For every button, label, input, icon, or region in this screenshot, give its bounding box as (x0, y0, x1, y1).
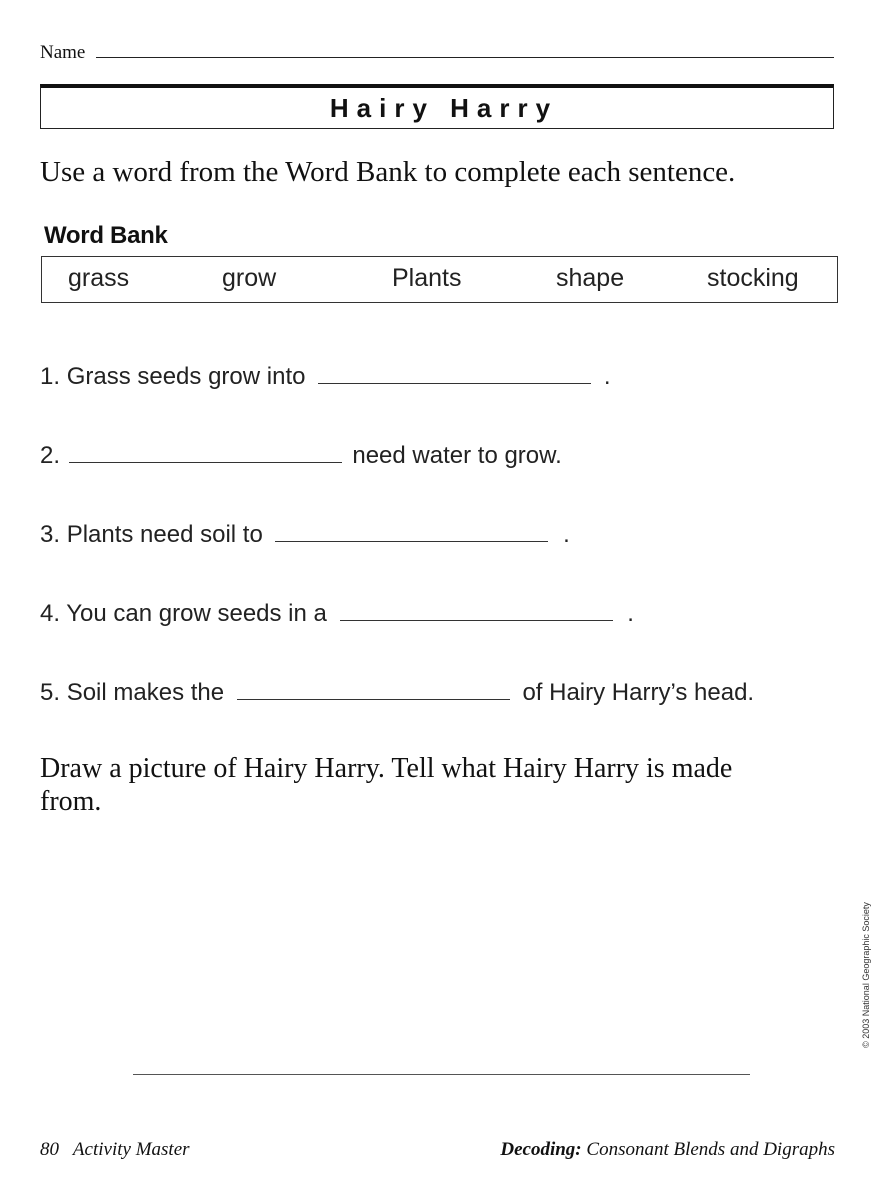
subject-bold: Decoding: (500, 1139, 582, 1160)
answer-blank-1[interactable] (318, 383, 591, 384)
name-label: Name (40, 42, 86, 63)
sentence-3 (40, 521, 570, 549)
word-bank-word: grass (68, 264, 130, 292)
title-box (40, 84, 834, 129)
word-bank-word: shape (556, 264, 625, 292)
sentence-4 (40, 600, 634, 628)
word-bank-word: grow (222, 264, 277, 292)
footer-left (40, 1139, 190, 1161)
answer-blank-3[interactable] (275, 541, 548, 542)
answer-blank-4[interactable] (340, 620, 613, 621)
sentence-text-after: need water to grow. (352, 442, 562, 469)
copyright-notice: © 2003 National Geographic Society (861, 902, 871, 1048)
sentence-text-before: Soil makes the (66, 679, 225, 706)
sentence-number: 4. (40, 600, 61, 627)
answer-blank-2[interactable] (69, 462, 342, 463)
sentence-text-before: Grass seeds grow into (66, 363, 306, 390)
sentence-2 (40, 442, 562, 470)
word-bank-label: Word Bank (44, 222, 168, 249)
draw-prompt: Draw a picture of Hairy Harry. Tell what Hairy Harry is made from. (40, 753, 733, 817)
sentence-text-after: of Hairy Harry’s head. (522, 679, 755, 706)
page-label: Activity Master (72, 1139, 190, 1160)
sentence-1 (40, 363, 610, 391)
word-bank-word: Plants (392, 264, 462, 292)
sentence-text-after: . (563, 521, 570, 548)
sentence-text-after: . (603, 363, 611, 390)
word-bank-word: stocking (707, 264, 799, 292)
name-line[interactable] (96, 57, 834, 58)
sentence-number: 5. (40, 679, 61, 706)
drawing-answer-line[interactable] (133, 1074, 750, 1075)
page-title: Hairy Harry (329, 92, 559, 123)
instruction-text: Use a word from the Word Bank to complete each sentence. (40, 156, 736, 188)
sentence-text-after: . (627, 600, 634, 627)
page-number: 80 (40, 1139, 59, 1160)
sentence-number: 2. (40, 442, 61, 469)
sentence-text-before: You can grow seeds in a (66, 600, 327, 627)
sentence-number: 1. (40, 363, 61, 390)
footer-right (500, 1139, 835, 1161)
sentence-5 (40, 679, 754, 707)
answer-blank-5[interactable] (237, 699, 510, 700)
sentence-number: 3. (40, 521, 61, 548)
subject-rest: Consonant Blends and Digraphs (586, 1139, 835, 1160)
sentence-text-before: Plants need soil to (66, 521, 263, 548)
